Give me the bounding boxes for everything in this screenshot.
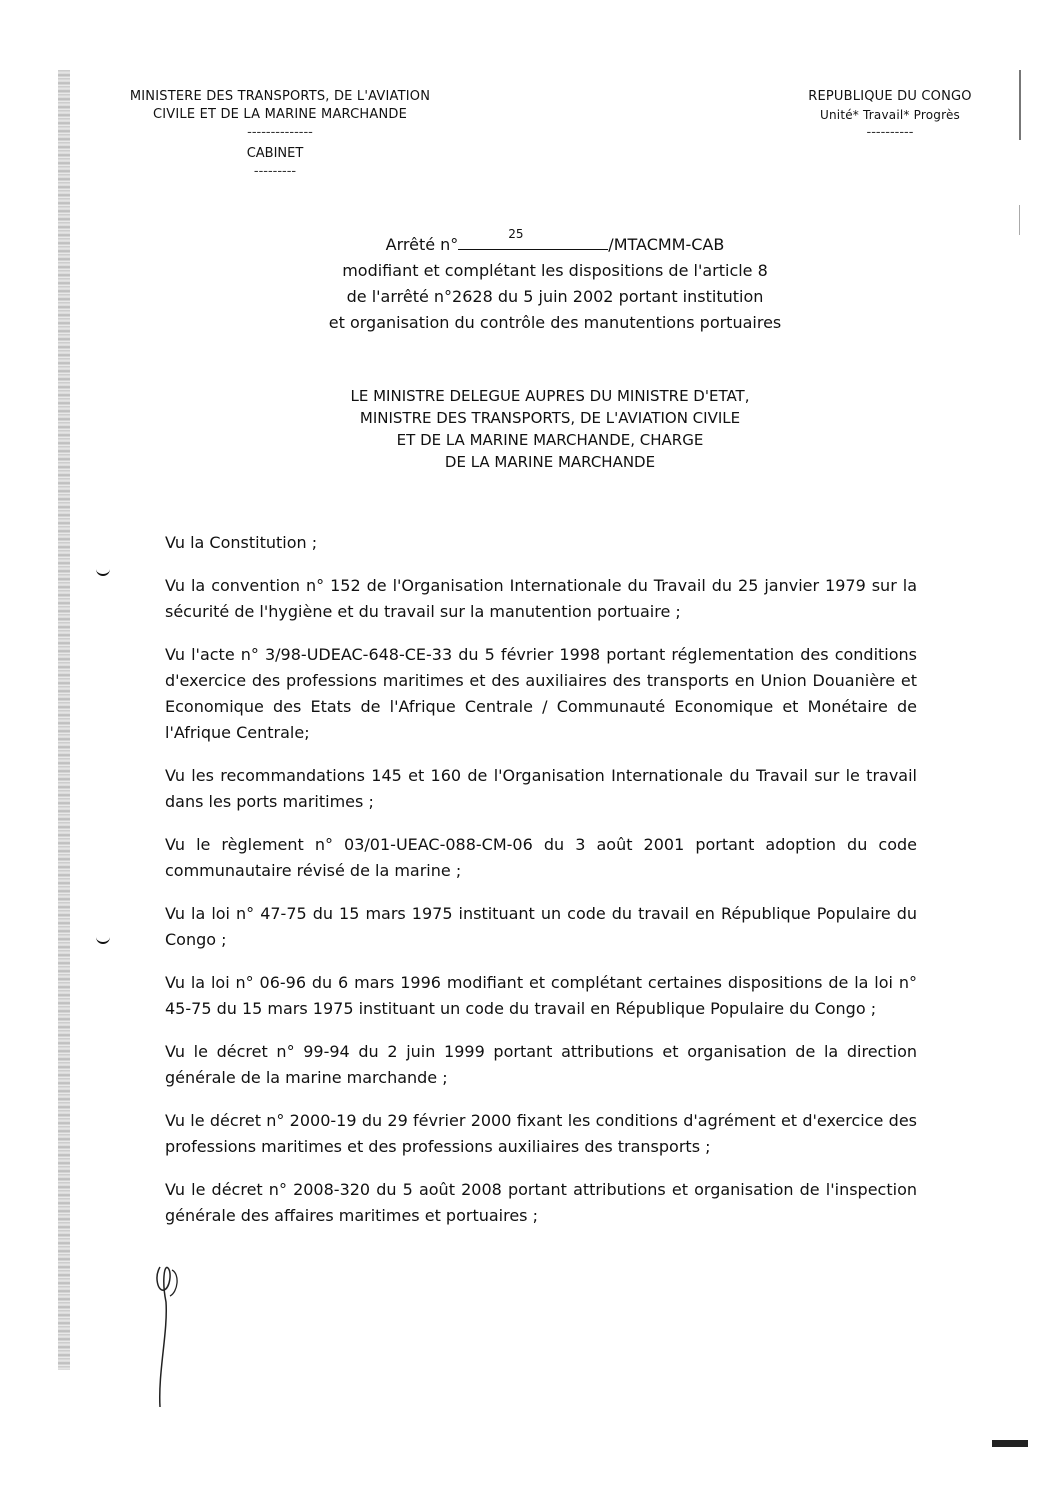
scan-mark-artifact — [992, 1440, 1028, 1447]
minister-title-line2: MINISTRE DES TRANSPORTS, DE L'AVIATION CIVILE — [359, 409, 741, 427]
republic-motto: Unité* Travail* Progrès — [820, 108, 960, 122]
decree-subject-line2: modifiant et complétant les dispositions de l'article 8 — [342, 261, 768, 280]
visa-item: Vu le décret n° 2008-320 du 5 août 2008 portant attributions et organisation de l'inspection générale des affaires maritimes et portuaires ; — [165, 1180, 917, 1225]
ministry-divider: -------------- — [247, 125, 313, 140]
republic-name: REPUBLIQUE DU CONGO — [808, 89, 972, 104]
ministry-name-line1: MINISTERE DES TRANSPORTS, DE L'AVIATION — [129, 89, 431, 104]
decree-subject-line4: et organisation du contrôle des manutentions portuaires — [328, 313, 782, 332]
visa-item: Vu la loi n° 06-96 du 6 mars 1996 modifiant et complétant certaines dispositions de la loi n° 45-75 du 15 mars 1975 instituant un code du travail en République Populaire du Congo ; — [165, 973, 917, 1018]
republic-header — [790, 88, 990, 142]
decree-number-field — [458, 227, 608, 250]
decree-prefix: Arrêté n° — [385, 235, 459, 254]
decree-subject-line3: de l'arrêté n°2628 du 5 juin 2002 portant institution — [346, 287, 764, 306]
scan-edge-artifact — [58, 70, 70, 1370]
decree-number-line — [260, 227, 850, 258]
minister-title-line4: DE LA MARINE MARCHANDE — [444, 453, 656, 471]
visa-item: Vu le décret n° 2000-19 du 29 février 2000 fixant les conditions d'agrément et d'exercice des professions maritimes et des professions auxiliaires des transports ; — [165, 1111, 917, 1156]
visa-item: Vu la loi n° 47-75 du 15 mars 1975 instituant un code du travail en République Populaire du Congo ; — [165, 904, 917, 949]
minister-title-line1: LE MINISTRE DELEGUE AUPRES DU MINISTRE D'ETAT, — [350, 387, 750, 405]
republic-divider: ---------- — [866, 125, 914, 140]
visa-item: Vu les recommandations 145 et 160 de l'Organisation Internationale du Travail sur le travail dans les ports maritimes ; — [165, 766, 917, 811]
visa-item: Vu la Constitution ; — [165, 533, 318, 552]
visa-item: Vu le décret n° 99-94 du 2 juin 1999 portant attributions et organisation de la direction générale de la marine marchande ; — [165, 1042, 917, 1087]
visa-item: Vu la convention n° 152 de l'Organisation Internationale du Travail du 25 janvier 1979 sur la sécurité de l'hygiène et du travail sur la manutention portuaire ; — [165, 576, 917, 621]
margin-mark — [96, 936, 110, 944]
margin-mark — [96, 568, 110, 576]
visa-item: Vu l'acte n° 3/98-UDEAC-648-CE-33 du 5 février 1998 portant réglementation des conditions d'exercice des professions maritimes et des auxiliaires des transports en Union Douanière et Economique des Etats de l'Afrique Centrale / Communauté Economique et Monétaire de l'Afrique Centrale; — [165, 645, 917, 742]
handwritten-initials — [150, 1262, 190, 1412]
visas-list — [165, 530, 917, 1246]
decree-suffix: /MTACMM-CAB — [608, 235, 725, 254]
minister-title-line3: ET DE LA MARINE MARCHANDE, CHARGE — [396, 431, 704, 449]
scan-line-artifact — [1019, 205, 1020, 235]
ministry-header — [90, 88, 470, 142]
minister-title — [280, 385, 820, 473]
ministry-name-line2: CIVILE ET DE LA MARINE MARCHANDE — [152, 107, 408, 122]
decree-number: 25 — [508, 227, 524, 241]
cabinet-label-block — [200, 145, 350, 181]
cabinet-divider: --------- — [253, 164, 297, 179]
scan-line-artifact — [1019, 70, 1021, 140]
visa-item: Vu le règlement n° 03/01-UEAC-088-CM-06 du 3 août 2001 portant adoption du code communautaire révisé de la marine ; — [165, 835, 917, 880]
cabinet-label: CABINET — [246, 146, 304, 161]
decree-title — [260, 227, 850, 336]
